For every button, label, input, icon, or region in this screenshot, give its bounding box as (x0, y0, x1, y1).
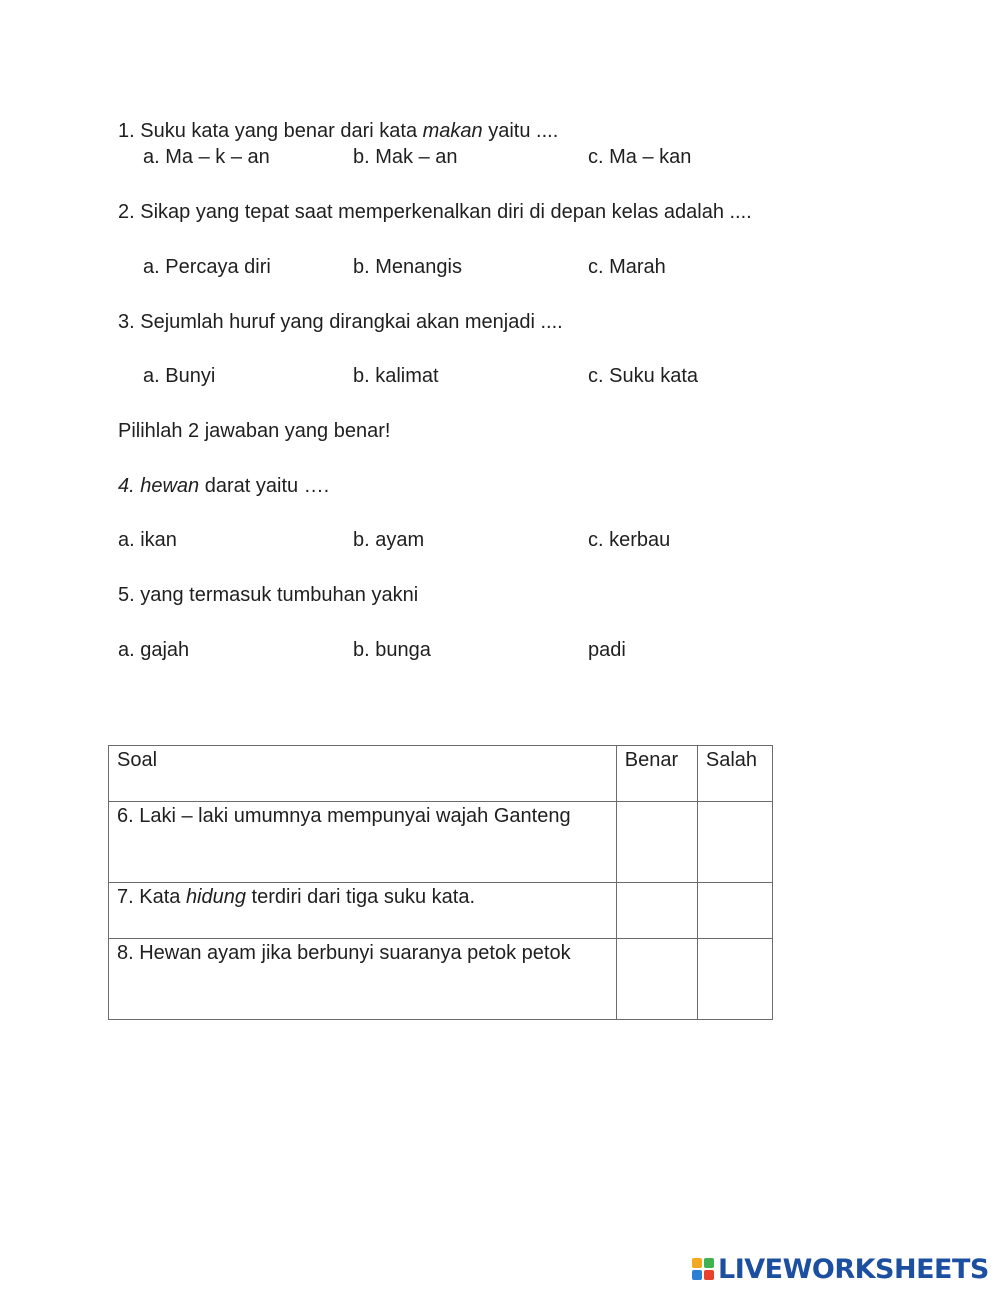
statement-8: 8. Hewan ayam jika berbunyi suaranya petok petok (109, 939, 617, 1020)
statement-8-benar-cell[interactable] (616, 939, 697, 1020)
question-5-option-a[interactable]: a. gajah (118, 639, 190, 661)
question-3-text: 3. Sejumlah huruf yang dirangkai akan menjadi .... (118, 311, 563, 333)
question-5-text: 5. yang termasuk tumbuhan yakni (118, 584, 419, 606)
question-4-option-b[interactable]: b. ayam (353, 529, 425, 551)
statement-6-salah-cell[interactable] (697, 802, 772, 883)
table-row (109, 939, 773, 1020)
brand-squares-icon (692, 1258, 714, 1280)
question-4-text: 4. hewan darat yaitu …. (118, 475, 330, 497)
question-2-option-a[interactable]: a. Percaya diri (143, 256, 271, 278)
statement-6-benar-cell[interactable] (616, 802, 697, 883)
question-4-italic-word: 4. hewan (118, 475, 200, 497)
question-2-option-b[interactable]: b. Menangis (353, 256, 462, 278)
statement-7-italic-word: hidung (185, 886, 246, 908)
header-soal: Soal (109, 746, 617, 802)
question-1-option-b[interactable]: b. Mak – an (353, 146, 458, 168)
question-5-option-c[interactable]: padi (588, 639, 626, 661)
question-1-italic-word: makan (422, 120, 483, 142)
liveworksheets-logo[interactable] (692, 1254, 989, 1284)
question-5-option-b[interactable]: b. bunga (353, 639, 431, 661)
brand-square (692, 1258, 702, 1268)
brand-square (704, 1258, 714, 1268)
statement-7-benar-cell[interactable] (616, 883, 697, 939)
statement-6: 6. Laki – laki umumnya mempunyai wajah Ganteng (109, 802, 617, 883)
instruction-text: Pilihlah 2 jawaban yang benar! (118, 420, 391, 442)
question-3-option-b[interactable]: b. kalimat (353, 365, 439, 387)
statement-7: 7. Kata hidung terdiri dari tiga suku kata. (109, 883, 617, 939)
table-header-row (109, 746, 773, 802)
table-row (109, 883, 773, 939)
question-4-option-a[interactable]: a. ikan (118, 529, 177, 551)
true-false-table (108, 745, 773, 1020)
header-salah: Salah (697, 746, 772, 802)
question-1-text: 1. Suku kata yang benar dari kata makan yaitu .... (118, 120, 559, 142)
question-4-option-c[interactable]: c. kerbau (588, 529, 671, 551)
brand-square (704, 1270, 714, 1280)
statement-8-salah-cell[interactable] (697, 939, 772, 1020)
statement-7-salah-cell[interactable] (697, 883, 772, 939)
header-benar: Benar (616, 746, 697, 802)
question-1-option-a[interactable]: a. Ma – k – an (143, 146, 270, 168)
brand-name: LIVEWORKSHEETS (718, 1253, 989, 1285)
question-2-option-c[interactable]: c. Marah (588, 256, 666, 278)
question-1-option-c[interactable]: c. Ma – kan (588, 146, 692, 168)
brand-square (692, 1270, 702, 1280)
table-row (109, 802, 773, 883)
question-3-option-a[interactable]: a. Bunyi (143, 365, 216, 387)
question-2-text: 2. Sikap yang tepat saat memperkenalkan diri di depan kelas adalah .... (118, 201, 752, 223)
question-3-option-c[interactable]: c. Suku kata (588, 365, 699, 387)
